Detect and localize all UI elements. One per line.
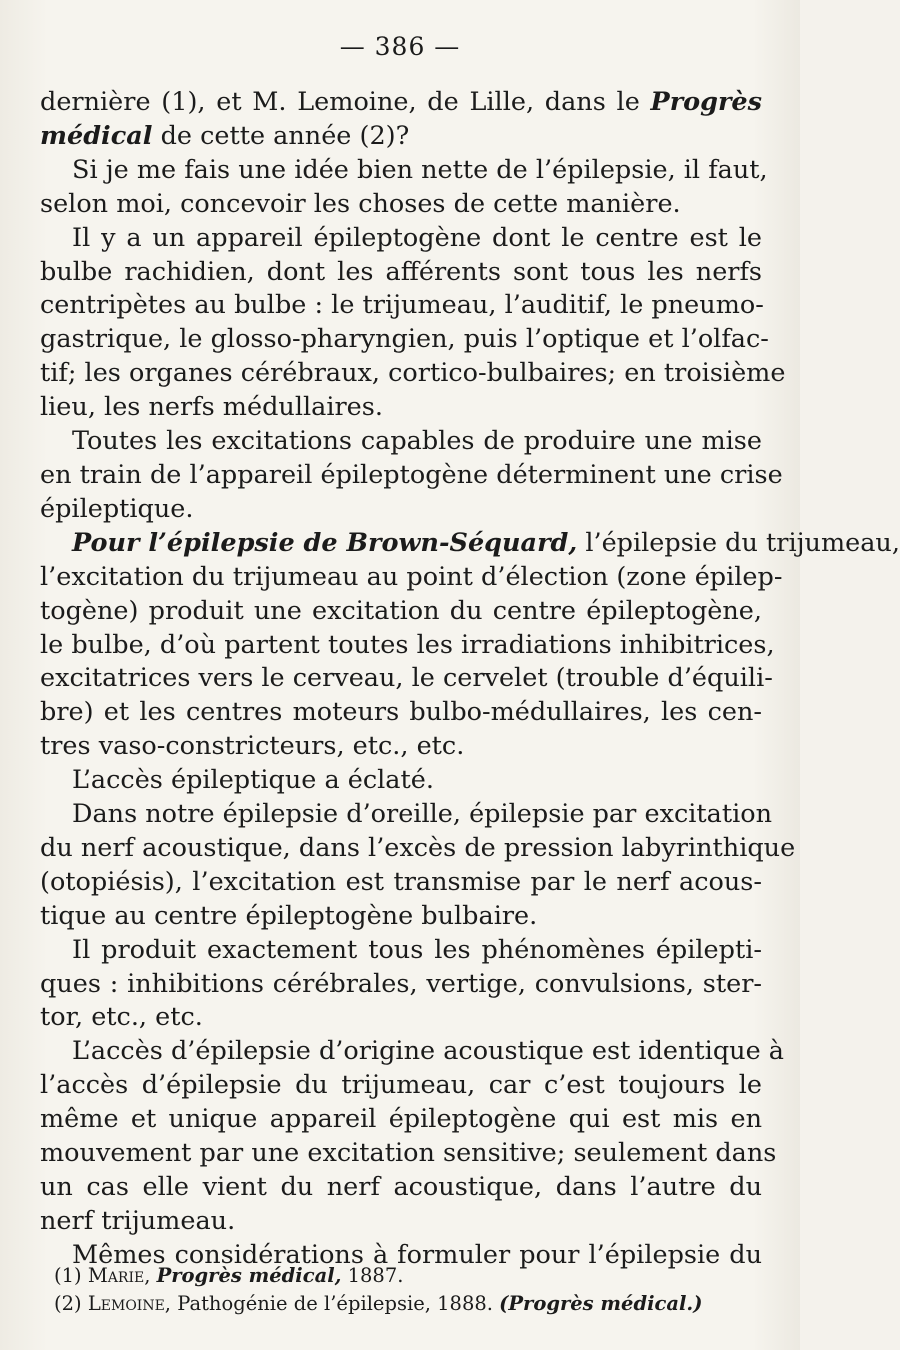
text-segment: le bulbe, d’où partent toutes les irradiations inhibitrices,	[40, 629, 775, 660]
text-segment: Il produit exactement tous les phénomènes épilepti-	[72, 934, 762, 965]
text-line	[40, 120, 762, 154]
footnote-2	[54, 1290, 774, 1318]
text-segment: centripètes au bulbe : le trijumeau, l’auditif, le pneumo-	[40, 290, 764, 321]
footnotes	[54, 1262, 774, 1318]
text-line	[40, 357, 786, 391]
text-segment: Il y a un appareil épileptogène dont le centre est le	[72, 222, 762, 253]
text-line	[40, 493, 762, 527]
text-line	[40, 832, 796, 866]
text-line	[40, 1171, 762, 1205]
page-number: — 386 —	[339, 32, 461, 61]
text-segment: bulbe rachidien, dont les afférents sont tous les nerfs	[40, 256, 762, 287]
text-line	[40, 154, 768, 188]
text-line	[40, 289, 762, 323]
text-line	[40, 968, 762, 1002]
text-line	[40, 425, 762, 459]
text-line	[40, 1001, 762, 1035]
text-line	[40, 934, 762, 968]
text-segment: tor, etc., etc.	[40, 1002, 203, 1033]
text-segment: excitatrices vers le cerveau, le cervelet (trouble d’équili-	[40, 663, 773, 694]
text-segment: même et unique appareil épileptogène qui est mis en	[40, 1104, 762, 1135]
text-line	[40, 900, 762, 934]
text-segment: lieu, les nerfs médullaires.	[40, 392, 383, 423]
text-segment: L’accès d’épilepsie d’origine acoustique est identique à	[72, 1036, 784, 1067]
footnote-1	[54, 1262, 774, 1290]
text-line	[40, 256, 762, 290]
text-line	[40, 1137, 777, 1171]
text-line	[40, 798, 773, 832]
text-line	[40, 1205, 762, 1239]
body-text	[40, 86, 900, 1273]
text-segment: du nerf acoustique, dans l’excès de pression labyrinthique	[40, 832, 796, 863]
text-line	[40, 866, 762, 900]
text-segment: Toutes les excitations capables de produire une mise	[72, 426, 762, 457]
text-line	[40, 730, 762, 764]
text-segment: tres vaso-constricteurs, etc., etc.	[40, 731, 465, 762]
text-segment: l’excitation du trijumeau au point d’élection (zone épilep-	[40, 561, 783, 592]
text-segment: l’accès d’épilepsie du trijumeau, car c’est toujours le	[40, 1070, 762, 1101]
footnote-1-title: Progrès médical,	[156, 1264, 342, 1287]
text-line	[40, 595, 762, 629]
text-segment: l’épilepsie du trijumeau,	[577, 527, 900, 558]
text-line	[40, 459, 783, 493]
footnote-1-year: 1887.	[341, 1264, 404, 1287]
footnote-1-author: Marie,	[87, 1264, 151, 1287]
text-segment: Mêmes considérations à formuler pour l’épilepsie du	[72, 1239, 762, 1270]
footnote-2-author: Lemoine,	[87, 1292, 172, 1315]
text-segment: en train de l’appareil épileptogène déterminent une crise	[40, 459, 783, 490]
text-segment: mouvement par une excitation sensitive; seulement dans	[40, 1138, 777, 1169]
text-segment: tif; les organes cérébraux, cortico-bulbaires; en troisième	[40, 358, 786, 389]
text-line	[40, 1035, 784, 1069]
text-segment: Dans notre épilepsie d’oreille, épilepsie par excitation	[72, 799, 773, 830]
footnote-2-title: (Progrès médical.)	[499, 1292, 703, 1315]
text-segment: tique au centre épileptogène bulbaire.	[40, 900, 538, 931]
text-line	[40, 1103, 762, 1137]
text-line	[40, 764, 762, 798]
text-line	[40, 527, 900, 561]
text-line	[40, 629, 775, 663]
text-line	[40, 561, 783, 595]
text-segment: de cette année (2)?	[152, 120, 410, 151]
text-line	[40, 1069, 762, 1103]
text-line	[40, 662, 773, 696]
text-segment: épileptique.	[40, 493, 194, 524]
text-segment: (otopiésis), l’excitation est transmise par le nerf acous-	[40, 866, 762, 897]
text-line	[40, 86, 762, 120]
footnote-1-number: (1)	[54, 1264, 82, 1287]
text-segment: bre) et les centres moteurs bulbo-médullaires, les cen-	[40, 697, 762, 728]
text-segment: L’accès épileptique a éclaté.	[72, 765, 434, 796]
text-line	[40, 391, 762, 425]
footnote-2-number: (2)	[54, 1292, 82, 1315]
text-segment: un cas elle vient du nerf acoustique, dans l’autre du	[40, 1172, 762, 1202]
text-segment: dernière (1), et M. Lemoine, de Lille, dans le	[40, 87, 651, 117]
italic-text: médical	[40, 120, 153, 151]
text-segment: selon moi, concevoir les choses de cette manière.	[40, 188, 681, 219]
text-segment: ques : inhibitions cérébrales, vertige, convulsions, ster-	[40, 968, 762, 999]
italic-text: Pour l’épilepsie de Brown-Séquard,	[72, 527, 578, 558]
text-line	[40, 188, 762, 222]
italic-text: Progrès	[650, 87, 762, 117]
text-line	[40, 323, 769, 357]
text-line	[40, 696, 762, 730]
text-segment: gastrique, le glosso-pharyngien, puis l’optique et l’olfac-	[40, 324, 769, 355]
text-segment: nerf trijumeau.	[40, 1205, 236, 1236]
text-segment: Si je me fais une idée bien nette de l’épilepsie, il faut,	[72, 154, 768, 185]
text-segment: togène) produit une excitation du centre épileptogène,	[40, 595, 762, 626]
footnote-2-text: Pathogénie de l’épilepsie, 1888.	[171, 1292, 500, 1315]
text-line	[40, 222, 762, 256]
